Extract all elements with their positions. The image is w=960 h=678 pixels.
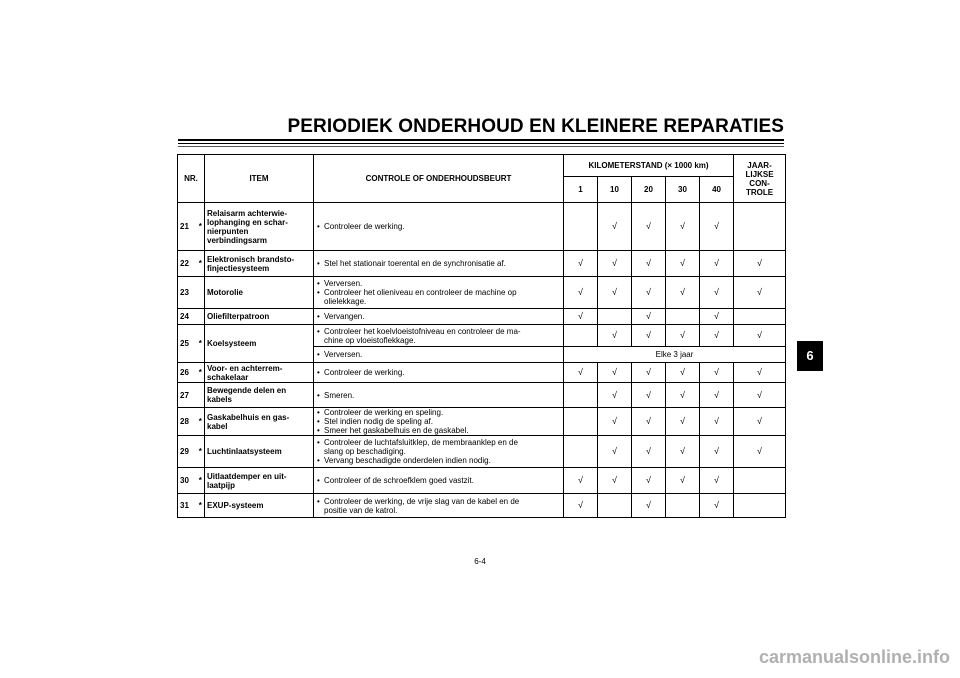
table-row <box>178 325 786 347</box>
asterisk-mark: * <box>197 468 205 494</box>
action-cell <box>314 325 564 347</box>
check-mark: √ <box>564 363 598 383</box>
action-cell <box>314 203 564 251</box>
action-item: • Controleer de werking. <box>316 222 561 231</box>
action-item: • Controleer of de schroefklem goed vastzit. <box>316 476 561 485</box>
asterisk-mark <box>197 277 205 309</box>
asterisk-mark <box>197 383 205 408</box>
action-item: • Stel het stationair toerental en de synchronisatie af. <box>316 259 561 268</box>
action-item: • Verversen. <box>316 350 561 359</box>
check-mark: √ <box>632 408 666 436</box>
check-mark: √ <box>598 203 632 251</box>
table-row <box>178 468 786 494</box>
check-mark <box>564 203 598 251</box>
row-number: 21 <box>178 203 197 251</box>
table-row <box>178 436 786 468</box>
row-number: 26 <box>178 363 197 383</box>
title-rule <box>178 146 784 147</box>
check-mark: √ <box>632 277 666 309</box>
row-number: 23 <box>178 277 197 309</box>
check-mark: √ <box>700 436 734 468</box>
item-name: Voor- en achterrem- schakelaar <box>205 363 314 383</box>
action-cell <box>314 309 564 325</box>
check-mark <box>564 436 598 468</box>
check-mark: √ <box>632 309 666 325</box>
check-mark: √ <box>632 363 666 383</box>
check-mark: √ <box>666 203 700 251</box>
check-mark: √ <box>666 383 700 408</box>
header-km-col: 1 <box>564 177 598 203</box>
check-mark: √ <box>700 251 734 277</box>
check-mark: √ <box>666 251 700 277</box>
check-mark: √ <box>598 363 632 383</box>
action-item: • Smeer het gaskabelhuis en de gaskabel. <box>316 426 561 435</box>
check-mark: √ <box>700 277 734 309</box>
check-mark: √ <box>598 325 632 347</box>
asterisk-mark: * <box>197 494 205 518</box>
check-mark: √ <box>632 468 666 494</box>
chapter-tab: 6 <box>797 341 823 371</box>
item-name: Elektronisch brandsto- finjectiesysteem <box>205 251 314 277</box>
check-mark: √ <box>598 277 632 309</box>
check-mark <box>734 468 786 494</box>
asterisk-mark: * <box>197 436 205 468</box>
check-mark: √ <box>734 408 786 436</box>
action-item: • Controleer het olieniveau en controleer de machine op olielekkage. <box>316 288 561 306</box>
table-row <box>178 251 786 277</box>
action-cell <box>314 363 564 383</box>
header-km-col: 30 <box>666 177 700 203</box>
table-row <box>178 277 786 309</box>
check-mark: √ <box>632 494 666 518</box>
check-mark: √ <box>734 383 786 408</box>
item-name: Relaisarm achterwie- lophanging en schar- nierpunten verbindingsarm <box>205 203 314 251</box>
check-mark: √ <box>564 494 598 518</box>
asterisk-mark: * <box>197 251 205 277</box>
page-title: PERIODIEK ONDERHOUD EN KLEINERE REPARATIES <box>287 116 784 137</box>
header-km-col: 40 <box>700 177 734 203</box>
check-mark <box>598 309 632 325</box>
row-number: 22 <box>178 251 197 277</box>
check-mark: √ <box>598 408 632 436</box>
check-mark: √ <box>734 277 786 309</box>
item-name: Uitlaatdemper en uit- laatpijp <box>205 468 314 494</box>
table-body <box>178 203 786 518</box>
action-cell <box>314 383 564 408</box>
action-item: • Verversen. <box>316 279 561 288</box>
action-item: • Stel indien nodig de speling af. <box>316 417 561 426</box>
check-mark <box>734 203 786 251</box>
action-item: • Controleer de werking, de vrije slag van de kabel en de positie van de katrol. <box>316 497 561 515</box>
header-control: CONTROLE OF ONDERHOUDSBEURT <box>314 155 564 203</box>
title-rule <box>178 139 784 141</box>
action-cell <box>314 347 564 363</box>
header-annual: JAAR- LIJKSE CON- TROLE <box>734 155 786 203</box>
row-number: 28 <box>178 408 197 436</box>
action-cell <box>314 436 564 468</box>
check-mark: √ <box>632 203 666 251</box>
check-mark <box>666 309 700 325</box>
header-km: KILOMETERSTAND (× 1000 km) <box>564 155 734 177</box>
check-mark: √ <box>734 325 786 347</box>
header-km-col: 10 <box>598 177 632 203</box>
check-mark: √ <box>700 408 734 436</box>
check-mark <box>666 494 700 518</box>
action-cell <box>314 468 564 494</box>
check-mark: √ <box>598 251 632 277</box>
table-row <box>178 494 786 518</box>
header-nr: NR. <box>178 155 205 203</box>
check-mark: √ <box>632 251 666 277</box>
page-number: 6-4 <box>474 557 486 566</box>
row-number: 27 <box>178 383 197 408</box>
row-number: 30 <box>178 468 197 494</box>
action-item: • Controleer de luchtafsluitklep, de membraanklep en de slang op beschadiging. <box>316 438 561 456</box>
action-item: • Controleer de werking en speling. <box>316 408 561 417</box>
action-cell <box>314 408 564 436</box>
check-mark: √ <box>666 277 700 309</box>
check-mark <box>564 383 598 408</box>
check-mark: √ <box>734 251 786 277</box>
header-km-col: 20 <box>632 177 666 203</box>
table-row <box>178 408 786 436</box>
check-mark <box>734 309 786 325</box>
check-mark: √ <box>734 363 786 383</box>
check-mark: √ <box>700 383 734 408</box>
check-mark: √ <box>700 363 734 383</box>
check-mark <box>564 325 598 347</box>
check-mark: √ <box>700 494 734 518</box>
check-mark <box>598 494 632 518</box>
title-rule <box>178 143 784 144</box>
item-name: Gaskabelhuis en gas- kabel <box>205 408 314 436</box>
asterisk-mark <box>197 309 205 325</box>
action-cell <box>314 251 564 277</box>
check-mark: √ <box>666 363 700 383</box>
item-name: Luchtinlaatsysteem <box>205 436 314 468</box>
action-cell <box>314 277 564 309</box>
action-item: • Controleer de werking. <box>316 368 561 377</box>
table-row <box>178 309 786 325</box>
row-number: 25 <box>178 325 197 363</box>
check-mark: √ <box>598 468 632 494</box>
action-item: • Smeren. <box>316 391 561 400</box>
check-mark: √ <box>734 436 786 468</box>
asterisk-mark: * <box>197 363 205 383</box>
check-mark: √ <box>564 468 598 494</box>
footer-watermark: carmanualsonline.info <box>758 647 950 667</box>
check-mark: √ <box>564 309 598 325</box>
asterisk-mark: * <box>197 325 205 363</box>
check-mark: √ <box>598 383 632 408</box>
check-mark: √ <box>666 325 700 347</box>
check-mark: √ <box>700 325 734 347</box>
maintenance-table <box>177 154 786 518</box>
item-name: Oliefilterpatroon <box>205 309 314 325</box>
check-mark: √ <box>632 325 666 347</box>
check-mark: √ <box>564 277 598 309</box>
check-mark: √ <box>700 203 734 251</box>
check-mark: √ <box>564 251 598 277</box>
check-mark: √ <box>666 436 700 468</box>
table-row <box>178 203 786 251</box>
header-item: ITEM <box>205 155 314 203</box>
check-mark <box>734 494 786 518</box>
item-name: Bewegende delen en kabels <box>205 383 314 408</box>
check-mark: √ <box>666 408 700 436</box>
item-name: Koelsysteem <box>205 325 314 363</box>
action-cell <box>314 494 564 518</box>
row-number: 31 <box>178 494 197 518</box>
row-number: 29 <box>178 436 197 468</box>
check-mark: √ <box>632 383 666 408</box>
asterisk-mark: * <box>197 203 205 251</box>
action-item: • Vervang beschadigde onderdelen indien nodig. <box>316 456 561 465</box>
action-item: • Controleer het koelvloeistofniveau en controleer de ma- chine op vloeistoflekkage. <box>316 327 561 345</box>
action-item: • Vervangen. <box>316 312 561 321</box>
check-mark: √ <box>700 309 734 325</box>
item-name: EXUP-systeem <box>205 494 314 518</box>
check-mark: √ <box>632 436 666 468</box>
table-row <box>178 363 786 383</box>
check-mark: √ <box>598 436 632 468</box>
check-mark: √ <box>666 468 700 494</box>
check-mark: √ <box>700 468 734 494</box>
table-row <box>178 383 786 408</box>
item-name: Motorolie <box>205 277 314 309</box>
row-number: 24 <box>178 309 197 325</box>
asterisk-mark: * <box>197 408 205 436</box>
check-mark <box>564 408 598 436</box>
interval-span: Elke 3 jaar <box>564 347 786 363</box>
